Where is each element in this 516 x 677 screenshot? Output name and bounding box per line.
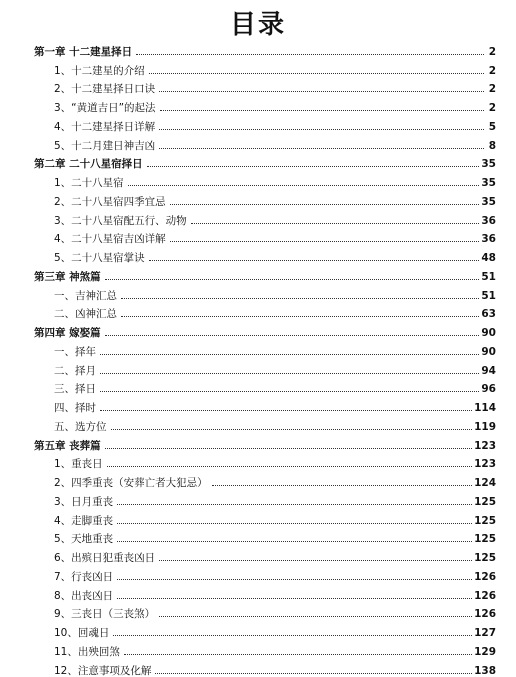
toc-entry-label: 4、二十八星宿吉凶详解: [54, 233, 166, 246]
dot-leader: [100, 353, 479, 355]
toc-entry-label: 8、出丧凶日: [54, 589, 114, 602]
toc-entry-label: 7、行丧凶日: [54, 570, 114, 583]
toc-entry-label: 6、出殡日犯重丧凶日: [54, 552, 156, 564]
dot-leader: [121, 315, 479, 317]
toc-page-number: 51: [481, 289, 496, 302]
toc-entry-label: 2、四季重丧（安葬亡者大犯忌）: [54, 477, 208, 489]
toc-section-row[interactable]: [34, 77, 496, 96]
toc-section-row[interactable]: [34, 452, 496, 471]
toc-entry-label: 1、十二建星的介绍: [54, 64, 145, 77]
dot-leader: [160, 109, 484, 111]
toc-page-number: 125: [474, 552, 496, 564]
dot-leader: [105, 447, 472, 449]
toc-chapter-row[interactable]: [34, 320, 496, 339]
dot-leader: [117, 522, 472, 524]
toc-entry-label: 5、十二月建日神吉凶: [54, 139, 156, 152]
dot-leader: [117, 597, 472, 599]
toc-chapter-row[interactable]: [34, 264, 496, 283]
toc-page-number: 123: [474, 439, 496, 452]
toc-page-number: 129: [474, 645, 496, 658]
toc-page-number: 138: [474, 664, 496, 677]
toc-page-number: 126: [474, 589, 496, 602]
dot-leader: [121, 297, 479, 299]
toc-page-number: 126: [474, 570, 496, 583]
toc-page-number: 5: [488, 120, 496, 133]
toc-section-row[interactable]: [34, 114, 496, 133]
dot-leader: [147, 165, 480, 167]
toc-page-number: 114: [474, 402, 496, 414]
toc-page-number: 125: [474, 533, 496, 546]
dot-leader: [100, 390, 479, 392]
toc-section-row[interactable]: [34, 489, 496, 508]
toc-chapter-row[interactable]: [34, 39, 496, 58]
dot-leader: [155, 672, 472, 674]
toc-page-number: 36: [481, 214, 496, 227]
toc-chapter-row[interactable]: [34, 152, 496, 171]
toc-entry-label: 1、二十八星宿: [54, 177, 124, 189]
dot-leader: [159, 559, 472, 561]
toc-section-row[interactable]: [34, 339, 496, 358]
toc-page-number: 35: [481, 195, 496, 208]
toc-entry-label: 四、择时: [54, 402, 96, 414]
toc-entry-label: 10、回魂日: [54, 627, 110, 639]
dot-leader: [159, 90, 484, 92]
toc-page-number: 36: [481, 233, 496, 246]
toc-entry-label: 3、“黄道吉日”的起法: [54, 102, 156, 114]
toc-section-row[interactable]: [34, 245, 496, 264]
toc-section-row[interactable]: [34, 508, 496, 527]
toc-page-number: 96: [481, 383, 496, 396]
toc-section-row[interactable]: [34, 620, 496, 639]
dot-leader: [159, 615, 472, 617]
toc-section-row[interactable]: [34, 208, 496, 227]
dot-leader: [212, 484, 472, 486]
dot-leader: [170, 240, 480, 242]
table-of-contents: [34, 39, 496, 677]
toc-entry-label: 9、三丧日（三丧煞）: [54, 608, 156, 621]
dot-leader: [136, 53, 484, 55]
dot-leader: [159, 128, 484, 130]
dot-leader: [117, 503, 472, 505]
toc-entry-label: 2、十二建星择日口诀: [54, 83, 156, 96]
toc-section-row[interactable]: [34, 58, 496, 77]
toc-page-number: 48: [481, 252, 496, 264]
dot-leader: [100, 409, 472, 411]
dot-leader: [128, 184, 480, 186]
dot-leader: [117, 540, 472, 542]
toc-entry-label: 第五章 丧葬篇: [34, 439, 101, 452]
toc-page-number: 2: [488, 102, 496, 114]
toc-entry-label: 第二章 二十八星宿择日: [34, 158, 143, 171]
toc-page-number: 63: [481, 308, 496, 321]
toc-section-row[interactable]: [34, 658, 496, 677]
toc-entry-label: 4、走脚重丧: [54, 514, 114, 527]
toc-page-number: 2: [488, 64, 496, 77]
toc-entry-label: 4、十二建星择日详解: [54, 120, 156, 133]
toc-section-row[interactable]: [34, 470, 496, 489]
toc-page-number: 127: [474, 627, 496, 639]
dot-leader: [105, 334, 480, 336]
toc-page-number: 8: [488, 139, 496, 152]
toc-page-number: 35: [481, 158, 496, 171]
toc-entry-label: 3、日月重丧: [54, 495, 114, 508]
toc-chapter-row[interactable]: [34, 433, 496, 452]
dot-leader: [170, 203, 480, 205]
toc-section-row[interactable]: [34, 527, 496, 546]
toc-page-number: 124: [474, 477, 496, 489]
dot-leader: [107, 465, 472, 467]
toc-page-number: 90: [481, 345, 496, 358]
toc-section-row[interactable]: [34, 227, 496, 246]
toc-entry-label: 第一章 十二建星择日: [34, 45, 133, 58]
toc-page-number: 94: [481, 364, 496, 377]
toc-entry-label: 5、二十八星宿掌诀: [54, 252, 145, 264]
toc-section-row[interactable]: [34, 414, 496, 433]
dot-leader: [159, 147, 484, 149]
dot-leader: [100, 372, 479, 374]
toc-page-number: 123: [474, 458, 496, 471]
toc-section-row[interactable]: [34, 283, 496, 302]
dot-leader: [105, 278, 480, 280]
toc-entry-label: 1、重丧日: [54, 458, 103, 471]
toc-section-row[interactable]: [34, 95, 496, 114]
dot-leader: [191, 222, 480, 224]
toc-page-number: 125: [474, 514, 496, 527]
toc-entry-label: 12、注意事项及化解: [54, 664, 152, 677]
toc-section-row[interactable]: [34, 395, 496, 414]
toc-entry-label: 3、二十八星宿配五行、动物: [54, 214, 187, 227]
toc-entry-label: 三、择日: [54, 383, 96, 396]
toc-section-row[interactable]: [34, 377, 496, 396]
toc-entry-label: 二、择月: [54, 364, 96, 377]
toc-page-number: 126: [474, 608, 496, 621]
toc-page-number: 125: [474, 495, 496, 508]
toc-section-row[interactable]: [34, 302, 496, 321]
toc-page-number: 2: [488, 83, 496, 96]
dot-leader: [113, 634, 472, 636]
toc-section-row[interactable]: [34, 358, 496, 377]
toc-entry-label: 第四章 嫁娶篇: [34, 327, 101, 339]
toc-section-row[interactable]: [34, 545, 496, 564]
toc-entry-label: 一、吉神汇总: [54, 289, 117, 302]
toc-entry-label: 第三章 神煞篇: [34, 270, 101, 283]
toc-page-number: 119: [474, 420, 496, 433]
dot-leader: [111, 428, 473, 430]
toc-section-row[interactable]: [34, 170, 496, 189]
toc-section-row[interactable]: [34, 639, 496, 658]
dot-leader: [117, 578, 472, 580]
toc-entry-label: 5、天地重丧: [54, 533, 114, 546]
dot-leader: [124, 653, 472, 655]
toc-section-row[interactable]: [34, 189, 496, 208]
toc-page-number: 2: [488, 45, 496, 58]
toc-page-number: 90: [481, 327, 496, 339]
toc-section-row[interactable]: [34, 133, 496, 152]
toc-entry-label: 五、选方位: [54, 420, 107, 433]
toc-page-number: 35: [481, 177, 496, 189]
toc-entry-label: 二、凶神汇总: [54, 308, 117, 321]
toc-entry-label: 2、二十八星宿四季宜忌: [54, 195, 166, 208]
toc-section-row[interactable]: [34, 602, 496, 621]
toc-page-number: 51: [481, 270, 496, 283]
toc-entry-label: 一、择年: [54, 345, 96, 358]
toc-section-row[interactable]: [34, 583, 496, 602]
dot-leader: [149, 259, 480, 261]
dot-leader: [149, 72, 484, 74]
page-title: 目录: [229, 10, 286, 40]
toc-entry-label: 11、出殃回煞: [54, 645, 120, 658]
toc-section-row[interactable]: [34, 564, 496, 583]
